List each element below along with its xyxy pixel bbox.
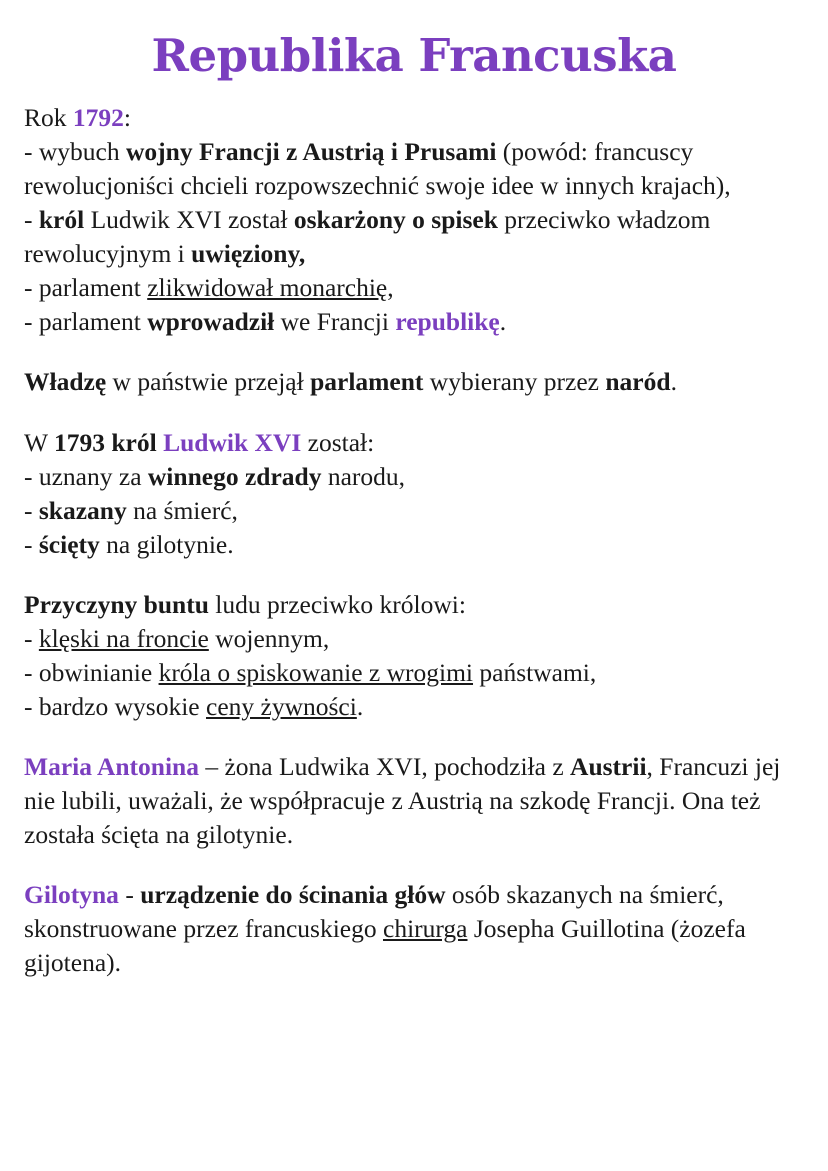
text-line <box>24 271 804 305</box>
bold-1793-krol: 1793 król <box>53 427 164 457</box>
bold-parlament: parlament <box>310 367 424 397</box>
highlight-maria-antonina: Maria Antonina <box>24 751 199 781</box>
year-1792: 1792 <box>72 103 124 133</box>
bold-accused: oskarżony o spisek <box>293 205 498 235</box>
king-mid2: przeciwko władzom rewolucyjnym i <box>24 205 711 269</box>
bold-krol: król <box>38 205 85 235</box>
bold-przyczyny-buntu: Przyczyny buntu <box>24 589 209 619</box>
text-line <box>24 878 804 980</box>
maria-rest: , Francuzi jej nie lubili, uważali, że współpracuje z Austrią na szkodę Francji. Ona też została ścięta na gilotynie. <box>24 751 781 849</box>
period: . <box>670 367 677 397</box>
paragraph-wladza <box>24 365 804 399</box>
underline-krola-o-spiskowanie: króla o spiskowanie z wrogimi <box>158 657 474 687</box>
bold-skazany: skazany <box>38 495 127 525</box>
zostal: został: <box>301 427 375 457</box>
bullet-parliament2-prefix: - parlament <box>24 307 148 337</box>
bullet-blame-prefix: - obwinianie <box>24 657 159 687</box>
paragraph-1793 <box>24 426 804 562</box>
war-reason: (powód: francuscy rewolucjoniści chcieli rozpowszechnić swoje idee w innych krajach), <box>24 137 731 201</box>
text-line <box>24 690 804 724</box>
blame-suffix: państwami, <box>473 657 597 687</box>
text-line <box>24 305 804 339</box>
highlight-gilotyna: Gilotyna <box>24 879 119 909</box>
bullet-guilty-prefix: - uznany za <box>24 461 148 491</box>
dash: - <box>118 879 141 909</box>
text-line <box>24 656 804 690</box>
text-line <box>24 365 804 399</box>
text-line <box>24 494 804 528</box>
label-rok: Rok <box>24 103 73 133</box>
text-line <box>24 460 804 494</box>
bold-introduced: wprowadził <box>147 307 275 337</box>
bold-war-phrase: wojny Francji z Austrią i Prusami <box>125 137 497 167</box>
highlight-republika: republikę <box>395 307 500 337</box>
highlight-ludwik-xvi: Ludwik XVI <box>163 427 302 457</box>
text-line <box>24 622 804 656</box>
paragraph-maria-antonina <box>24 750 804 852</box>
guilty-suffix: narodu, <box>321 461 406 491</box>
underline-ceny-zywnosci: ceny żywności <box>206 691 357 721</box>
bullet-war-prefix: - wybuch <box>24 137 126 167</box>
bold-imprisoned: uwięziony, <box>191 239 306 269</box>
bullet-beheaded-prefix: - <box>24 529 39 559</box>
wladza-mid2: wybierany przez <box>423 367 606 397</box>
text-line <box>24 528 804 562</box>
maria-mid: – żona Ludwika XVI, pochodziła z <box>198 751 571 781</box>
comma: , <box>387 273 394 303</box>
period: . <box>499 307 507 337</box>
bold-winnego-zdrady: winnego zdrady <box>147 461 322 491</box>
paragraph-1792 <box>24 101 804 339</box>
beheaded-suffix: na gilotynie. <box>99 529 234 559</box>
bold-urzadzenie: urządzenie do ścinania głów <box>140 879 446 909</box>
king-mid: Ludwik XVI został <box>84 205 294 235</box>
page-title: Republika Francuska <box>151 29 677 82</box>
bold-sciety: ścięty <box>38 529 100 559</box>
text-line <box>24 426 804 460</box>
bullet-parliament-prefix: - parlament <box>24 273 148 303</box>
bold-narod: naród <box>605 367 671 397</box>
paragraph-przyczyny <box>24 588 804 724</box>
bullet-king-prefix: - <box>24 205 39 235</box>
in-france: we Francji <box>274 307 396 337</box>
underline-abolished-monarchy: zlikwidował monarchię <box>147 273 388 303</box>
gilotyna-rest: Josepha Guillotina (żozefa gijotena). <box>24 913 746 977</box>
colon: : <box>123 103 131 133</box>
wladza-mid: w państwie przejął <box>106 367 311 397</box>
bold-austrii: Austrii <box>570 751 647 781</box>
text-line <box>24 101 804 135</box>
underline-kleski-na-froncie: klęski na froncie <box>38 623 209 653</box>
sentenced-suffix: na śmierć, <box>126 495 238 525</box>
paragraph-gilotyna <box>24 878 804 980</box>
bullet-defeats-prefix: - <box>24 623 39 653</box>
period: . <box>356 691 364 721</box>
underline-chirurga: chirurga <box>383 913 468 943</box>
bold-wladze: Władzę <box>24 367 107 397</box>
text-line <box>24 203 804 271</box>
przyczyny-suffix: ludu przeciwko królowi: <box>208 589 466 619</box>
gilotyna-mid: osób skazanych na śmierć, skonstruowane przez francuskiego <box>24 879 724 943</box>
bullet-prices-prefix: - bardzo wysokie <box>24 691 206 721</box>
text-line <box>24 750 804 852</box>
bullet-sentenced-prefix: - <box>24 495 39 525</box>
defeats-suffix: wojennym, <box>208 623 330 653</box>
text-line <box>24 135 804 203</box>
text-line <box>24 588 804 622</box>
prefix-w: W <box>24 427 54 457</box>
